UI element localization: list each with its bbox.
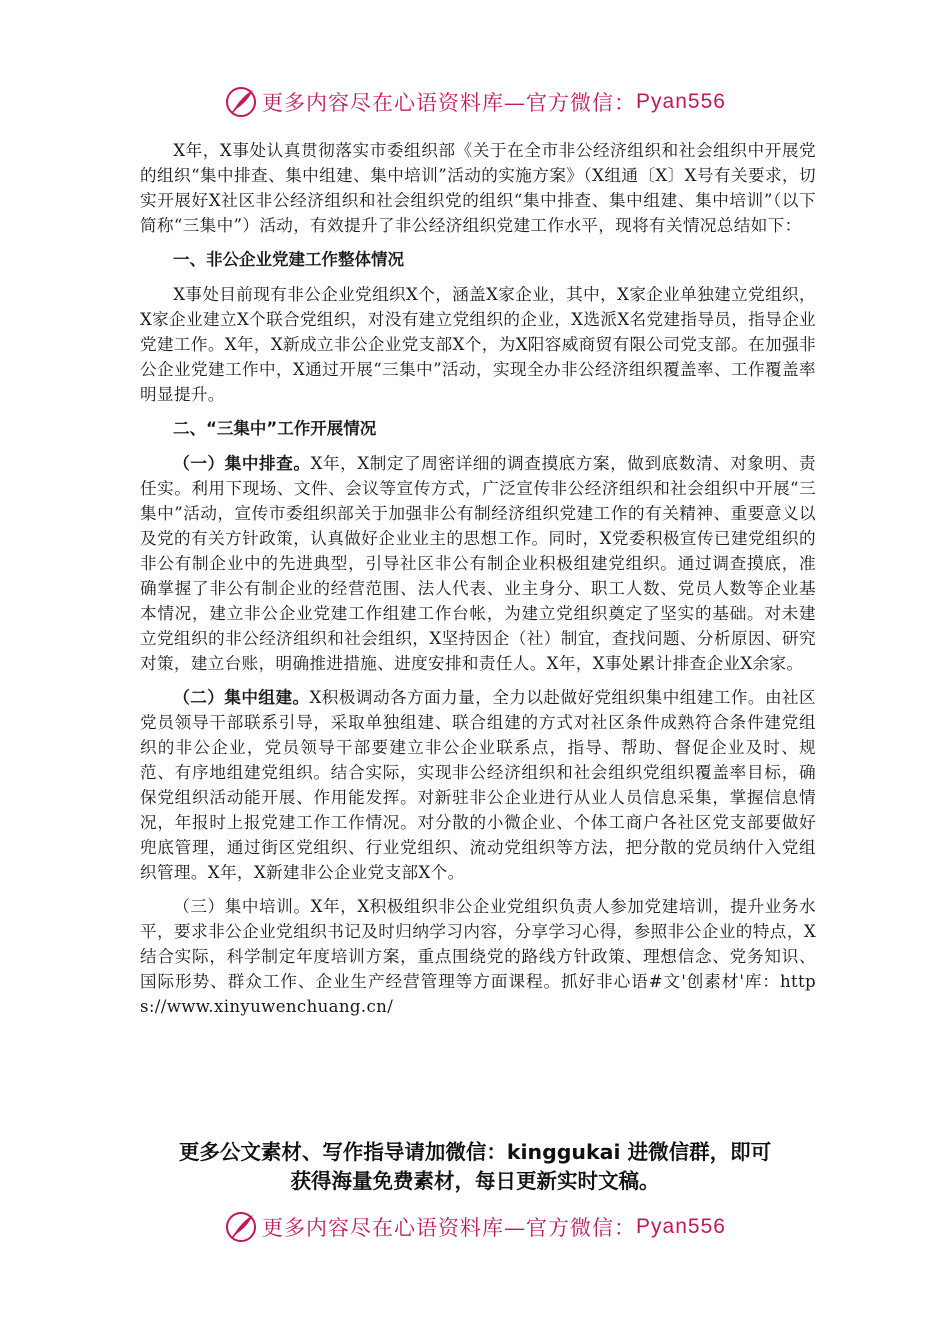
intro-paragraph: X年，X事处认真贯彻落实市委组织部《关于在全市非公经济组织和社会组织中开展党的组织“集中排查、集中组建、集中培训”活动的实施方案》（X组通〔X〕X号有关要求，切实开展好X社区非公经济组织和社会组织党的组织“集中排查、集中组建、集中培训”（以下简称“三集中”）活动，有效提升了非公经济组织党建工作水平，现将有关情况总结如下：: [140, 141, 816, 235]
section2-heading: 二、“三集中”工作开展情况: [173, 419, 377, 438]
item1-body: X年，X制定了周密详细的调查摸底方案，做到底数清、对象明、责任实。利用下现场、文件、会议等宣传方式，广泛宣传非公经济组织和社会组织中开展“三集中”活动，宣传市委组织部关于加强非公有制经济组织党建工作的有关精神、重要意义以及党的有关方针政策，认真做好企业业主的思想工作。同时，X党委积极宣传已建党组织的非公有制企业中的先进典型，引导社区非公有制企业积极组建党组织。通过调查摸底，准确掌握了非公有制企业的经营范围、法人代表、业主身分、职工人数、党员人数等企业基本情况，建立非公企业党建工作组建工作台帐，为建立党组织奠定了坚实的基础。对未建立党组织的非公经济组织和社会组织，X坚持因企（社）制宜，查找问题、分析原因、研究对策，建立台账，明确推进措施、进度安排和责任人。X年，X事处累计排查企业X余家。: [140, 454, 816, 673]
item2-paragraph: [140, 685, 816, 885]
header-wechat-id: Pyan556: [636, 90, 726, 113]
item3-paragraph: [140, 894, 816, 1019]
item2-body: X积极调动各方面力量，全力以赴做好党组织集中组建工作。由社区党员领导干部联系引导，采取单独组建、联合组建的方式对社区条件成熟符合条件建党组织的非公企业，党员领导干部要建立非公企业联系点，指导、帮助、督促企业及时、规范、有序地组建党组织。结合实际，实现非公经济组织和社会组织党组织覆盖率目标，确保党组织活动能开展、作用能发挥。对新驻非公企业进行从业人员信息采集，掌握信息情况，年报时上报党建工作工作情况。对分散的小微企业、个体工商户各社区党支部要做好兜底管理，通过街区党组织、行业党组织、流动党组织等方法，把分散的党员纳什入党组织管理。X年，X新建非公企业党支部X个。: [140, 688, 816, 882]
document-body: [140, 138, 816, 1028]
promo-notice: [120, 1138, 830, 1196]
footer-wechat-id: Pyan556: [636, 1215, 726, 1238]
section1-paragraph: X事处目前现有非公企业党组织X个，涵盖X家企业，其中，X家企业单独建立党组织，X家企业建立X个联合党组织，对没有建立党组织的企业，X选派X名党建指导员，指导企业党建工作。X年，X新成立非公企业党支部X个，为X阳容威商贸有限公司党支部。在加强非公企业党建工作中，X通过开展“三集中”活动，实现全办非公经济组织覆盖率、工作覆盖率明显提升。: [140, 285, 816, 404]
feather-pen-logo-icon: [224, 85, 258, 119]
item1-paragraph: [140, 451, 816, 676]
item1-lead: （一）集中排查。: [173, 454, 311, 473]
promo-line-1: 更多公文素材、写作指导请加微信：kinggukai 进微信群，即可: [178, 1140, 772, 1164]
feather-pen-logo-icon: [224, 1210, 258, 1244]
item2-lead: （二）集中组建。: [173, 688, 310, 707]
promo-line-2: 获得海量免费素材，每日更新实时文稿。: [290, 1169, 660, 1193]
footer-banner: [0, 1207, 950, 1247]
footer-banner-text: 更多内容尽在心语资料库—官方微信：: [262, 1216, 637, 1240]
header-banner: [0, 82, 950, 122]
section1-heading: 一、非公企业党建工作整体情况: [173, 250, 404, 269]
header-banner-text: 更多内容尽在心语资料库—官方微信：: [262, 91, 637, 115]
item3-lead: （三）集中培训。: [173, 897, 311, 916]
item3-body: X年，X积极组织非公企业党组织负责人参加党建培训，提升业务水平，要求非公企业党组织书记及时归纳学习内容，分享学习心得，参照非公企业的特点，X结合实际，科学制定年度培训方案，重点围绕党的路线方针政策、理想信念、党务知识、国际形势、群众工作、企业生产经营管理等方面课程。抓好非心语#文'创素材'库：https://www.xinyuwenchuang.cn/: [140, 897, 816, 1016]
